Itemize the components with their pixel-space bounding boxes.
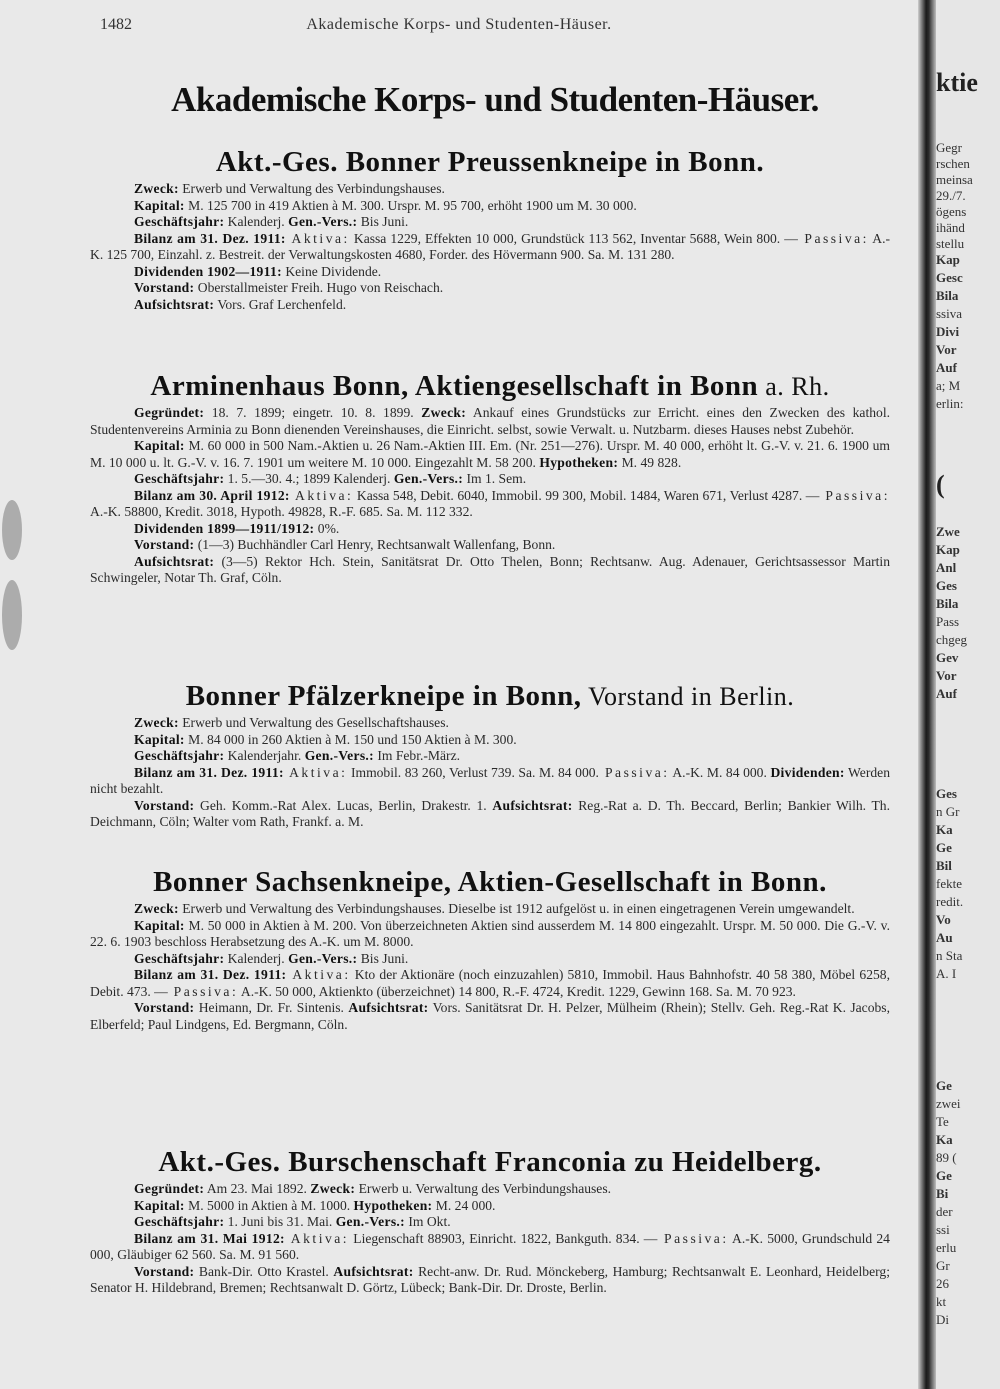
entry-line [90, 537, 890, 554]
company-name-text: Akt.-Ges. Burschenschaft Franconia zu Heidelberg. [158, 1146, 822, 1178]
entry-line [90, 918, 890, 951]
company-entry [90, 146, 890, 313]
entry-line [90, 951, 890, 968]
next-page-text: kt [936, 1294, 947, 1309]
entry-balance-side: Aktiva: [285, 230, 350, 246]
company-name-suffix: a. Rh. [758, 372, 830, 401]
entry-label: Kapital: [134, 1197, 185, 1213]
next-page-fragment [936, 0, 1000, 1389]
entry-line [90, 1000, 890, 1033]
next-page-text: Auf [936, 686, 957, 701]
entry-label: Vorstand: [134, 1263, 195, 1279]
entry-line [90, 1198, 890, 1215]
entry-line [90, 521, 890, 538]
entry-label: Bilanz am 31. Dez. 1911: [134, 230, 286, 246]
entry-balance-side: Passiva: [167, 983, 239, 999]
entry-line [90, 297, 890, 314]
entry-text: A.-K. 58800, Kredit. 3018, Hypoth. 49828, R.-F. 685. Sa. M. 112 332. [90, 504, 473, 519]
entry-label: Geschäftsjahr: [134, 471, 225, 486]
entry-text: 0%. [314, 520, 340, 536]
entry-label: Vorstand: [134, 537, 195, 552]
entry-text: A.-K. 125 700, Einzahl. z. Bestreit. der Verwaltungskosten 4680, Forder. des Hövermann 900. Sa. M. 131 280. [90, 230, 890, 262]
next-page-text: 29./7. [936, 188, 966, 203]
entry-label: Gegründet: [134, 1181, 205, 1196]
entry-label: Zweck: [134, 715, 179, 730]
entry-label: Aufsichtsrat: [348, 1000, 429, 1015]
page-header [100, 16, 818, 40]
entry-text: A.-K. M. 84 000. [669, 764, 767, 780]
next-page-text: ögens [936, 204, 967, 219]
running-title: Akademische Korps- und Studenten-Häuser. [306, 16, 612, 33]
entry-balance-side: Passiva: [819, 487, 890, 503]
entry-balance-side: Passiva: [598, 764, 670, 780]
entry-text: M. 125 700 in 419 Aktien à M. 300. Urspr. M. 95 700, erhöht 1900 um M. 30 000. [184, 197, 637, 213]
entry-label: Aufsichtsrat: [492, 797, 573, 813]
entry-label: Zweck: [421, 405, 467, 420]
entry-label: Geschäftsjahr: [134, 748, 225, 763]
company-entry [90, 866, 890, 1033]
next-page-text: Auf [936, 360, 957, 375]
entry-text: Ankauf eines Grundstücks zur Erricht. eines den Zwecken des kathol. Studentenvereins Arminia zu Bonn dienenden Vereinshauses, die Einricht. selbst, sowie Verwalt. u. Nutzbarm. dieses Hauses nebst Zubehör. [90, 405, 890, 437]
entry-text: Keine Dividende. [281, 263, 382, 279]
entry-label: Hypotheken: [353, 1197, 433, 1213]
entry-line [90, 732, 890, 749]
company-entry [90, 680, 890, 831]
company-name [90, 1146, 890, 1179]
entry-label: Bilanz am 31. Mai 1912: [134, 1230, 285, 1246]
entry-label: Gen.-Vers.: [304, 748, 374, 763]
entry-text: Im Okt. [404, 1214, 451, 1229]
next-page-text: der [936, 1204, 953, 1219]
company-entry [90, 370, 890, 587]
entry-label: Gen.-Vers.: [393, 471, 464, 486]
entry-text: M. 49 828. [618, 454, 682, 470]
next-page-text: erlu [936, 1240, 957, 1255]
next-page-text: erlin: [936, 396, 964, 411]
next-page-text: stellu [936, 236, 965, 251]
next-page-text: ssiva [936, 306, 962, 321]
page-title: Akademische Korps- und Studenten-Häuser. [171, 80, 819, 119]
entry-text: A.-K. 5000, Grundschuld 24 000, Gläubiger 62 560. Sa. M. 91 560. [90, 1230, 890, 1262]
entry-text: Kassa 548, Debit. 6040, Immobil. 99 300, Mobil. 1484, Waren 671, Verlust 4287. — [353, 487, 820, 503]
entry-label: Bilanz am 31. Dez. 1911: [134, 764, 284, 780]
entry-text: Erwerb u. Verwaltung des Verbindungshauses. [355, 1181, 612, 1196]
entry-balance-side: Aktiva: [283, 764, 348, 780]
company-name-text: Akt.-Ges. Bonner Preussenkneipe in Bonn. [215, 146, 765, 178]
entry-label: Hypotheken: [539, 454, 619, 470]
entry-text: Werden nicht bezahlt. [90, 764, 890, 796]
next-page-text: Pass [936, 614, 960, 629]
entry-text: Geh. Komm.-Rat Alex. Lucas, Berlin, Drakestr. 1. [194, 797, 487, 813]
entry-line [90, 405, 890, 438]
entry-line [90, 214, 890, 231]
entry-text: M. 50 000 in Aktien à M. 200. Von überzeichneten Aktien sind ausserdem M. 14 800 eingezahlt. Urspr. M. 50 000. Die G.-V. v. 22. 6. 1903 beschloss Herabsetzung des A.-K. um M. 8000. [90, 917, 890, 949]
next-page-text: Gr [936, 1258, 950, 1273]
entry-label: Gen.-Vers.: [288, 214, 358, 229]
stain-mark [2, 580, 22, 650]
entry-text: Erwerb und Verwaltung des Verbindungshauses. Dieselbe ist 1912 aufgelöst u. in einen eingetragenen Verein umgewandelt. [178, 901, 855, 916]
entry-text: Kalenderj. [224, 214, 285, 229]
entry-label: Dividenden 1899—1911/1912: [134, 520, 315, 536]
next-page-text: Kap [936, 252, 960, 267]
entry-balance-side: Aktiva: [286, 967, 351, 982]
company-name [90, 866, 890, 899]
entry-line [90, 1231, 890, 1264]
entry-label: Dividenden 1902—1911: [134, 263, 282, 279]
entry-text: Im Febr.-März. [373, 748, 461, 763]
entry-balance-side: Passiva: [657, 1230, 729, 1246]
next-page-text: Vor [936, 668, 957, 683]
next-page-text: meinsa [936, 172, 973, 187]
entry-text: A.-K. 50 000, Aktienkto (überzeichnet) 14 800, R.-F. 4724, Kredit. 1229, Gewinn 168. Sa. M. 70 923. [238, 983, 796, 999]
next-page-text: Ge [936, 1168, 952, 1183]
next-page-text: Bila [936, 596, 959, 611]
entry-label: Aufsichtsrat: [134, 296, 215, 312]
entry-text: Bis Juni. [357, 214, 409, 229]
entry-label: Gen.-Vers.: [288, 950, 358, 966]
next-page-text: Ka [936, 1132, 953, 1147]
entry-label: Aufsichtsrat: [134, 553, 215, 569]
entry-text: Erwerb und Verwaltung des Gesellschaftshauses. [178, 715, 449, 730]
next-page-text: Vo [936, 912, 951, 927]
entry-text: Liegenschaft 88903, Einricht. 1822, Bankguth. 834. — [349, 1230, 658, 1246]
entry-line [90, 1214, 890, 1231]
entry-text: Vors. Graf Lerchenfeld. [214, 296, 347, 312]
entry-text: Am 23. Mai 1892. [204, 1181, 307, 1196]
page-number: 1482 [100, 16, 132, 33]
next-page-text: Zwe [936, 524, 960, 539]
next-page-text: rschen [936, 156, 970, 171]
next-page-text: n Sta [936, 948, 963, 963]
entry-text: Kto der Aktionäre (noch einzuzahlen) 5810, Immobil. Haus Bahnhofstr. 40 58 380, Möbel 6258, Debit. 473. — [90, 967, 890, 999]
next-page-text: Ge [936, 1078, 952, 1093]
next-page-text: fekte [936, 876, 962, 891]
next-page-text: ihänd [936, 220, 965, 235]
entry-label: Vorstand: [134, 797, 195, 813]
entry-text: Bis Juni. [357, 950, 409, 966]
entry-label: Bilanz am 31. Dez. 1911: [134, 967, 287, 982]
entry-line [90, 264, 890, 281]
entry-line [90, 554, 890, 587]
entry-text: Kassa 1229, Effekten 10 000, Grundstück 113 562, Inventar 5688, Wein 800. — [349, 230, 798, 246]
entry-text: M. 84 000 in 260 Aktien à M. 150 und 150 Aktien à M. 300. [184, 731, 517, 747]
entry-line [90, 488, 890, 521]
entry-line [90, 280, 890, 297]
next-page-text: Vor [936, 342, 957, 357]
entry-label: Bilanz am 30. April 1912: [134, 487, 290, 503]
entry-text: Heimann, Dr. Fr. Sintenis. [194, 1000, 344, 1015]
entry-label: Geschäftsjahr: [134, 1214, 225, 1229]
entry-text: Erwerb und Verwaltung des Verbindungshauses. [178, 181, 445, 196]
next-page-text: Te [936, 1114, 949, 1129]
company-name-text: Arminenhaus Bonn, Aktiengesellschaft in Bonn [150, 370, 759, 402]
next-page-text: Au [936, 930, 953, 945]
entry-line [90, 967, 890, 1000]
next-page-text: Bil [936, 858, 952, 873]
entry-text: Kalenderjahr. [224, 748, 302, 763]
next-page-text: Divi [936, 324, 960, 339]
entry-text: Immobil. 83 260, Verlust 739. Sa. M. 84 000. [347, 764, 599, 780]
entry-text: 1. Juni bis 31. Mai. [224, 1214, 333, 1229]
book-gutter [918, 0, 936, 1389]
next-page-text: 26 [936, 1276, 949, 1291]
entry-balance-side: Aktiva: [284, 1230, 350, 1246]
company-entry [90, 1146, 890, 1297]
entry-label: Geschäftsjahr: [134, 950, 225, 966]
next-page-text: Gev [936, 650, 959, 665]
entry-text: Bank-Dir. Otto Krastel. [194, 1263, 329, 1279]
entry-text: Vors. Sanitätsrat Dr. H. Pelzer, Mülheim (Rhein); Stellv. Geh. Reg.-Rat K. Jacobs, Elberfeld; Paul Lindgens, Ed. Bergmann, Cöln. [90, 1000, 890, 1032]
entry-label: Vorstand: [134, 1000, 195, 1015]
entry-text: M. 60 000 in 500 Nam.-Aktien u. 26 Nam.-Aktien III. Em. (Nr. 251—276). Urspr. M. 40 000, erhöht lt. G.-V. v. 21. 6. 1900 um M. 10 000 u. lt. G.-V. v. 16. 7. 1901 um weitere M. 10 000. Eingezahlt M. 58 200. [90, 438, 890, 470]
entry-line [90, 798, 890, 831]
entry-line [90, 471, 890, 488]
entry-line [90, 181, 890, 198]
entry-line [90, 715, 890, 732]
entry-line [90, 748, 890, 765]
next-page-text: Anl [936, 560, 957, 575]
entry-text: M. 5000 in Aktien à M. 1000. [184, 1197, 351, 1213]
next-page-text: Ges [936, 786, 957, 801]
entry-text: Recht-anw. Dr. Rud. Mönckeberg, Hamburg; Rechtsanwalt E. Leonhard, Heidelberg; Senator H. Hildebrand, Bremen; Rechtsanwalt D. Görtz, Lübeck; Bank-Dir. Dr. Droste, Berlin. [90, 1263, 890, 1295]
company-name [90, 680, 890, 713]
next-page-text: Ge [936, 840, 952, 855]
next-page-text: Di [936, 1312, 949, 1327]
company-name [90, 370, 890, 403]
next-page-text: Kap [936, 542, 960, 557]
entry-line [90, 1264, 890, 1297]
company-name-text: Bonner Pfälzerkneipe in Bonn, [185, 680, 582, 712]
entry-line [90, 901, 890, 918]
company-name [90, 146, 890, 179]
entry-label: Aufsichtsrat: [333, 1263, 414, 1279]
next-page-text: zwei [936, 1096, 961, 1111]
entry-label: Vorstand: [134, 280, 195, 295]
entry-text: Im 1. Sem. [463, 471, 527, 486]
entry-text: Kalenderj. [224, 950, 285, 966]
next-page-text: Bila [936, 288, 959, 303]
next-page-text: redit. [936, 894, 964, 909]
next-page-text: ktie [936, 68, 978, 97]
entry-label: Zweck: [134, 181, 179, 196]
entry-label: Gen.-Vers.: [335, 1214, 405, 1229]
entry-text: M. 24 000. [432, 1197, 496, 1213]
entry-text: Reg.-Rat a. D. Th. Beccard, Berlin; Bankier Wilh. Th. Deichmann, Cöln; Walter vom Rath, Frankf. a. M. [90, 797, 890, 829]
company-name-text: Bonner Sachsenkneipe, Aktien-Gesellschaft in Bonn. [153, 866, 827, 898]
next-page-text: chgeg [936, 632, 968, 647]
entry-text: (3—5) Rektor Hch. Stein, Sanitätsrat Dr. Otto Thelen, Bonn; Rechtsanw. Aug. Adenauer, Gerichtsassessor Martin Schwingeler, Notar Th. Graf, Cöln. [90, 553, 890, 585]
entry-label: Gegründet: [134, 405, 205, 420]
entry-label: Zweck: [310, 1181, 356, 1196]
next-page-text: 89 ( [936, 1150, 957, 1165]
entry-text: Oberstallmeister Freih. Hugo von Reischach. [194, 280, 444, 295]
entry-line [90, 765, 890, 798]
entry-balance-side: Aktiva: [289, 487, 354, 503]
entry-line [90, 1181, 890, 1198]
entry-label: Zweck: [134, 901, 179, 916]
next-page-text: Ka [936, 822, 953, 837]
entry-label: Kapital: [134, 197, 185, 213]
entry-label: Kapital: [134, 731, 185, 747]
stain-mark [2, 500, 22, 560]
entry-label: Kapital: [134, 917, 185, 933]
entry-label: Geschäftsjahr: [134, 214, 225, 229]
entry-line [90, 198, 890, 215]
next-page-text: A. I [936, 966, 957, 981]
company-name-suffix: Vorstand in Berlin. [581, 682, 795, 711]
entry-line [90, 438, 890, 471]
next-page-text: Bi [936, 1186, 949, 1201]
entry-balance-side: Passiva: [797, 230, 869, 246]
next-page-text: Gesc [936, 270, 963, 285]
entry-line [90, 231, 890, 264]
entry-label: Dividenden: [770, 764, 845, 780]
entry-text: (1—3) Buchhändler Carl Henry, Rechtsanwalt Wallenfang, Bonn. [194, 537, 556, 552]
next-page-text: Ges [936, 578, 957, 593]
next-page-text: a; M [936, 378, 961, 393]
next-page-text: Gegr [936, 140, 962, 155]
next-page-text: ( [936, 470, 945, 499]
entry-text: 1. 5.—30. 4.; 1899 Kalenderj. [224, 471, 391, 486]
entry-label: Kapital: [134, 438, 185, 453]
entry-text: 18. 7. 1899; eingetr. 10. 8. 1899. [204, 405, 414, 420]
next-page-text: n Gr [936, 804, 960, 819]
next-page-text: ssi [936, 1222, 950, 1237]
